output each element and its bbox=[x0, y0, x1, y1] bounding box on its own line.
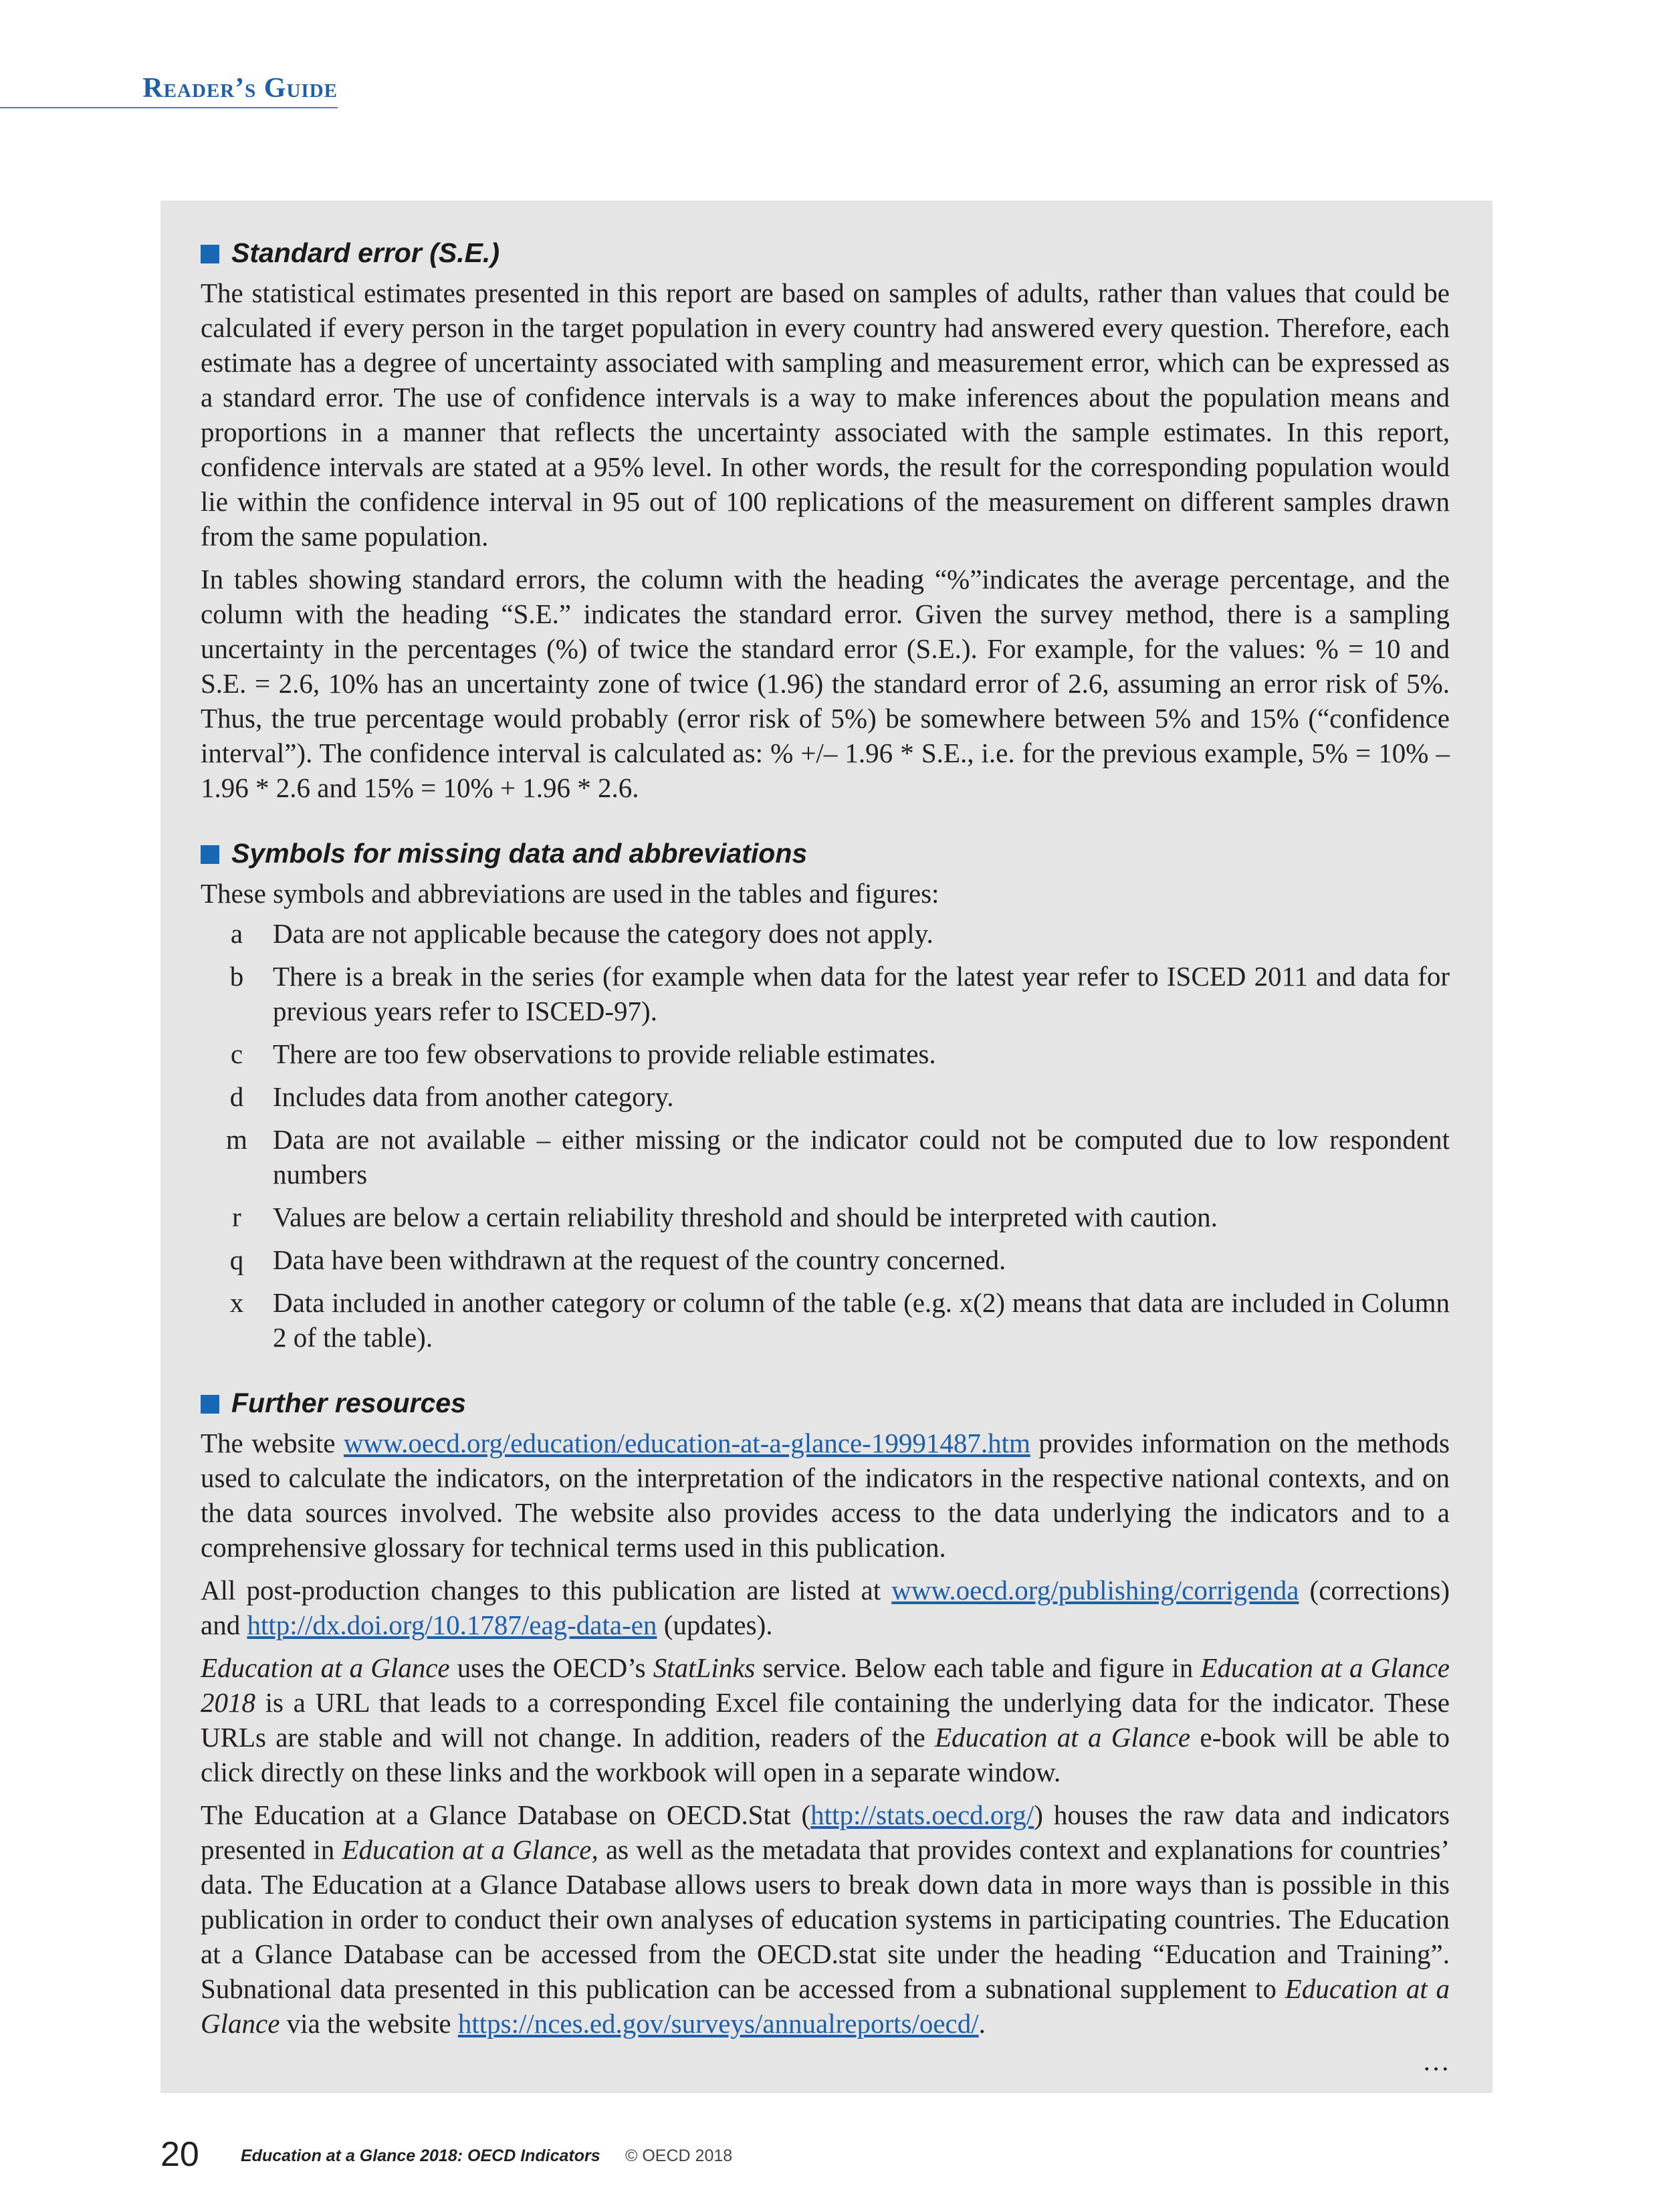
running-head-title: Reader’s Guide bbox=[142, 73, 338, 104]
symbol-definition: Data have been withdrawn at the request of the country concerned. bbox=[273, 1244, 1006, 1275]
symbol-list bbox=[201, 916, 1450, 1355]
text-run: via the website bbox=[280, 2008, 458, 2039]
symbol-definition: There are too few observations to provide reliable estimates. bbox=[273, 1038, 936, 1069]
text-run: ) houses the raw data and indicators presented in bbox=[201, 1799, 1450, 1865]
symbol: b bbox=[229, 961, 244, 992]
page-footer bbox=[160, 2134, 1230, 2181]
text-run: is a URL that leads to a corresponding Excel file containing the underlying data for the indicator. These URLs are stable and will not change. In addition, readers of the bbox=[201, 1687, 1450, 1753]
nces-link[interactable]: https://nces.ed.gov/surveys/annualreports/oecd/ bbox=[457, 2008, 979, 2039]
list-item bbox=[201, 1285, 1450, 1355]
paragraph bbox=[201, 1573, 1450, 1642]
page-number: 20 bbox=[160, 2135, 199, 2174]
text-run: as well as the metadata that provides context and explanations for countries’ data. The Education at a Glance Database allows users to break down data in more ways than is possible in this publication in order to conduct their own analyses of education systems in participating countries. The Education at a Glance Database can be accessed from the OECD.stat site under the heading “Education and Training”. Subnational data presented in this publication can be accessed from a subnational supplement to bbox=[201, 1834, 1450, 2004]
symbol: c bbox=[230, 1038, 243, 1069]
symbol-definition: Data are not available – either missing or the indicator could not be computed due to low respondent numbers bbox=[273, 1124, 1450, 1190]
text-run: The website bbox=[201, 1428, 344, 1458]
paragraph: These symbols and abbreviations are used in the tables and figures: bbox=[201, 878, 939, 909]
italic-run: Education at a Glance 2018 bbox=[201, 1652, 1450, 1718]
copyright: © OECD 2018 bbox=[625, 2146, 733, 2165]
text-run: The Education at a Glance Database on OECD.Stat ( bbox=[201, 1799, 811, 1830]
symbol: r bbox=[232, 1202, 241, 1232]
heading-text: Standard error (S.E.) bbox=[231, 237, 500, 268]
oecd-stat-link[interactable]: http://stats.oecd.org/ bbox=[810, 1799, 1034, 1830]
symbol: q bbox=[229, 1244, 244, 1275]
italic-run: Education at a Glance bbox=[201, 1652, 450, 1683]
square-bullet-icon bbox=[201, 845, 219, 864]
text-run: (corrections) and bbox=[201, 1575, 1450, 1640]
italic-run: Education at a Glance, bbox=[342, 1834, 598, 1865]
section-heading bbox=[201, 234, 1450, 271]
symbol-definition: There is a break in the series (for example when data for the latest year refer to ISCED 2011 and data for previous years refer to ISCED-97). bbox=[273, 961, 1450, 1026]
list-item bbox=[201, 1200, 1450, 1234]
symbol-definition: Data included in another category or column of the table (e.g. x(2) means that data are included in Column 2 of the table). bbox=[273, 1287, 1450, 1353]
symbol-definition: Data are not applicable because the category does not apply. bbox=[273, 918, 933, 949]
list-item bbox=[201, 916, 1450, 951]
text-run: (updates). bbox=[657, 1610, 773, 1640]
list-item bbox=[201, 1242, 1450, 1277]
section-heading bbox=[201, 1384, 1450, 1422]
text-run: uses the OECD’s bbox=[449, 1652, 653, 1683]
section-heading bbox=[201, 835, 1450, 872]
section-symbols bbox=[201, 835, 1450, 1355]
square-bullet-icon bbox=[201, 1395, 219, 1414]
italic-run: Education at a Glance bbox=[201, 1973, 1450, 2039]
section-standard-error bbox=[201, 234, 1450, 805]
list-item bbox=[201, 1122, 1450, 1192]
square-bullet-icon bbox=[201, 245, 219, 263]
running-head bbox=[0, 72, 338, 108]
list-item bbox=[201, 959, 1450, 1028]
italic-run: Education at a Glance bbox=[935, 1722, 1191, 1753]
symbol: m bbox=[226, 1124, 247, 1155]
text-run: All post-production changes to this publication are listed at bbox=[201, 1575, 892, 1606]
paragraph bbox=[201, 1426, 1450, 1565]
text-run: provides information on the methods used to calculate the indicators, on the interpretation of the indicators in the respective national contexts, and on the data sources involved. The website also provides access to the data underlying the indicators and to a comprehensive glossary for technical terms used in this publication. bbox=[201, 1428, 1450, 1563]
paragraph bbox=[201, 1650, 1450, 1789]
heading-text: Symbols for missing data and abbreviations bbox=[231, 838, 808, 869]
heading-text: Further resources bbox=[231, 1388, 466, 1418]
symbol: x bbox=[229, 1287, 244, 1318]
list-item bbox=[201, 1079, 1450, 1114]
paragraph bbox=[201, 1797, 1450, 2041]
oecd-eag-link[interactable]: www.oecd.org/education/education-at-a-glance-19991487.htm bbox=[343, 1428, 1030, 1458]
continuation-marker: … bbox=[1422, 2045, 1450, 2076]
list-item bbox=[201, 1036, 1450, 1071]
text-run: service. Below each table and figure in bbox=[755, 1652, 1201, 1683]
publication-title: Education at a Glance 2018: OECD Indicators bbox=[241, 2146, 600, 2165]
doi-link[interactable]: http://dx.doi.org/10.1787/eag-data-en bbox=[247, 1610, 657, 1640]
symbol: d bbox=[229, 1081, 244, 1112]
symbol: a bbox=[230, 918, 243, 949]
text-run: . bbox=[978, 2008, 986, 2039]
symbol-definition: Includes data from another category. bbox=[273, 1081, 674, 1112]
paragraph: In tables showing standard errors, the column with the heading “%”indicates the average percentage, and the column with the heading “S.E.” indicates the standard error. Given the survey method, there is a sampling uncertainty in the percentages (%) of twice the standard error (S.E.). For example, for the values: % = 10 and S.E. = 2.6, 10% has an uncertainty zone of twice (1.96) the standard error of 2.6, assuming an error risk of 5%. Thus, the true percentage would probably (error risk of 5%) be somewhere between 5% and 15% (“confidence interval”). The confidence interval is calculated as: % +/– 1.96 * S.E., i.e. for the previous example, 5% = 10% – 1.96 * 2.6 and 15% = 10% + 1.96 * 2.6. bbox=[201, 564, 1450, 803]
text-run: e-book will be able to click directly on these links and the workbook will open in a separate window. bbox=[201, 1722, 1450, 1787]
section-further-resources bbox=[201, 1384, 1450, 2078]
paragraph: The statistical estimates presented in this report are based on samples of adults, rather than values that could be calculated if every person in the target population in every country had answered every question. Therefore, each estimate has a degree of uncertainty associated with sampling and measurement error, which can be expressed as a standard error. The use of confidence intervals is a way to make inferences about the population means and proportions in a manner that reflects the uncertainty associated with the sample estimates. In this report, confidence intervals are stated at a 95% level. In other words, the result for the corresponding population would lie within the confidence interval in 95 out of 100 replications of the measurement on different samples drawn from the same population. bbox=[201, 278, 1450, 552]
italic-run: StatLinks bbox=[653, 1652, 756, 1683]
corrigenda-link[interactable]: www.oecd.org/publishing/corrigenda bbox=[891, 1575, 1299, 1606]
box-content bbox=[201, 234, 1450, 2108]
symbol-definition: Values are below a certain reliability threshold and should be interpreted with caution. bbox=[273, 1202, 1218, 1232]
